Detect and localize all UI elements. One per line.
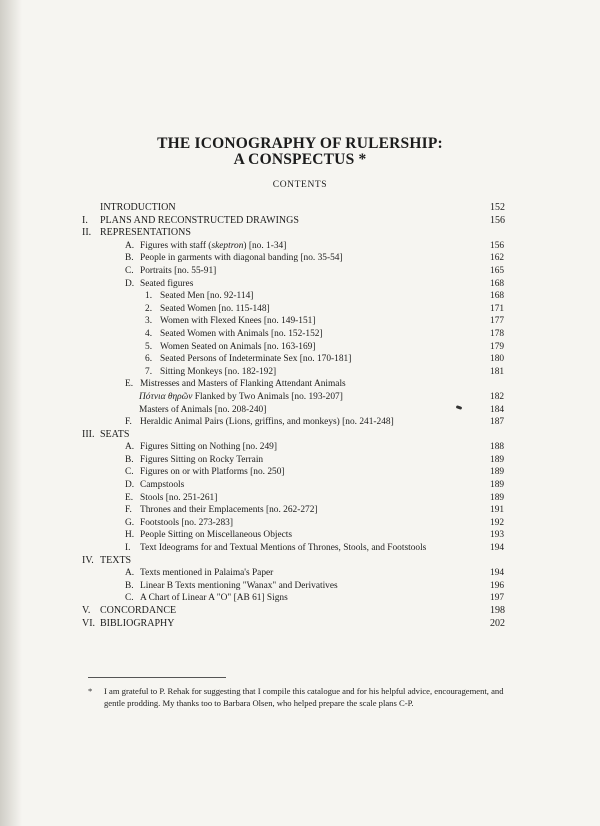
toc-row (82, 227, 514, 240)
toc-entry-title: Figures Sitting on Nothing [no. 249] (140, 442, 277, 453)
toc-page-number: 198 (490, 605, 505, 616)
toc-row (82, 315, 514, 328)
toc-row (82, 404, 514, 417)
toc-item-marker: E. (125, 492, 134, 503)
toc-row (82, 416, 514, 429)
toc-entry-title: Figures Sitting on Rocky Terrain (140, 454, 264, 465)
toc-item-marker: 6. (145, 354, 153, 365)
toc-row (82, 580, 514, 593)
toc-entry-title: Women Seated on Animals [no. 163-169] (160, 341, 316, 352)
toc-row (82, 353, 514, 366)
toc-page-number: 156 (490, 214, 505, 226)
toc-item-marker: C. (125, 467, 134, 478)
toc-roman-numeral: V. (82, 605, 91, 616)
toc-page-number: 189 (490, 492, 505, 503)
toc-entry-title: Campstools (140, 480, 185, 491)
toc-row (82, 542, 514, 555)
toc-item-marker: A. (125, 442, 135, 453)
toc-row (82, 517, 514, 530)
toc-item-marker: B. (125, 253, 134, 264)
toc-page-number: 181 (490, 366, 505, 377)
toc-row (82, 466, 514, 479)
toc-row (82, 391, 514, 404)
toc-item-marker: 3. (145, 316, 153, 327)
toc-entry-title: Text Ideograms for and Textual Mentions of Thrones, Stools, and Footstools (140, 543, 427, 554)
toc-page-number: 194 (490, 568, 505, 579)
toc-item-marker: H. (125, 530, 135, 541)
toc-row (82, 429, 514, 442)
toc-item-marker: D. (125, 480, 135, 491)
toc-row (82, 504, 514, 517)
toc-row (82, 479, 514, 492)
toc-page-number: 168 (490, 291, 505, 302)
toc-row (82, 529, 514, 542)
toc-item-marker: G. (125, 517, 135, 528)
toc-entry-title: BIBLIOGRAPHY (100, 617, 175, 629)
toc-row (82, 618, 514, 631)
toc-row (82, 492, 514, 505)
toc-page-number: 196 (490, 580, 505, 591)
toc-item-marker: 1. (145, 291, 153, 302)
toc-entry-title: Seated figures (140, 278, 194, 289)
toc-entry-title: Stools [no. 251-261] (140, 492, 218, 503)
toc-entry-title: REPRESENTATIONS (100, 227, 191, 239)
toc-page-number: 182 (490, 391, 505, 402)
toc-row (82, 240, 514, 253)
toc-page-number: 194 (490, 543, 505, 554)
toc-row (82, 252, 514, 265)
toc-row (82, 341, 514, 354)
toc-row (82, 454, 514, 467)
toc-roman-numeral: III. (82, 428, 95, 440)
toc-item-marker: E. (125, 379, 134, 390)
toc-page-number: 171 (490, 303, 505, 314)
toc-page-number: 168 (490, 278, 505, 289)
toc-roman-numeral: I. (82, 214, 88, 226)
toc-page-number: 184 (490, 404, 505, 415)
toc-entry-title: PLANS AND RECONSTRUCTED DRAWINGS (100, 214, 299, 226)
page-title-line2: A CONSPECTUS * (233, 151, 367, 168)
toc-row (82, 378, 514, 391)
toc-item-marker: 4. (145, 328, 153, 339)
toc-row (82, 303, 514, 316)
toc-entry-title: Masters of Animals [no. 208-240] (139, 404, 267, 415)
toc-item-marker: I. (125, 543, 131, 554)
toc-row (82, 555, 514, 568)
toc-page-number: 189 (490, 454, 505, 465)
toc-page-number: 202 (490, 617, 505, 629)
toc-page-number: 197 (490, 593, 505, 604)
toc-item-marker: 5. (145, 341, 153, 352)
toc-row (82, 202, 514, 215)
toc-row (82, 567, 514, 580)
toc-page-number: 178 (490, 328, 505, 339)
toc-page-number: 191 (490, 505, 505, 516)
toc-entry-title: Seated Persons of Indeterminate Sex [no. 170-181] (160, 354, 352, 365)
toc-entry-title: INTRODUCTION (100, 202, 176, 213)
toc-page-number: 189 (490, 480, 505, 491)
toc-row (82, 605, 514, 618)
footnote-rule (88, 677, 226, 678)
toc-row (82, 215, 514, 228)
toc-entry-title: Heraldic Animal Pairs (Lions, griffins, and monkeys) [no. 241-248] (140, 417, 394, 428)
toc-page-number: 192 (490, 517, 505, 528)
toc-entry-title: Figures with staff (skeptron) [no. 1-34] (140, 240, 287, 251)
footnote-text: I am grateful to P. Rehak for suggesting that I compile this catalogue and for his helpful advice, encouragement, and gentle prodding. My thanks too to Barbara Olsen, who helped prepare the scale plans C-P. (104, 686, 504, 708)
toc-entry-title: Seated Men [no. 92-114] (160, 291, 254, 302)
toc-roman-numeral: VI. (82, 617, 96, 629)
toc-page-number: 189 (490, 467, 505, 478)
toc-item-marker: B. (125, 580, 134, 591)
toc-page-number: 165 (490, 265, 505, 276)
toc-entry-title: Women with Flexed Knees [no. 149-151] (160, 316, 316, 327)
footnote-mark: * (88, 686, 93, 696)
toc-entry-title: Portraits [no. 55-91] (140, 265, 217, 276)
toc-entry-title: Thrones and their Emplacements [no. 262-272] (140, 505, 318, 516)
toc-entry-title: Seated Women [no. 115-148] (160, 303, 270, 314)
toc-row (82, 290, 514, 303)
toc-item-marker: 2. (145, 303, 153, 314)
toc-item-marker: C. (125, 593, 134, 604)
toc-item-marker: 7. (145, 366, 153, 377)
toc-page-number: 188 (490, 442, 505, 453)
table-of-contents (82, 202, 514, 630)
toc-page-number: 180 (490, 354, 505, 365)
toc-entry-title: Mistresses and Masters of Flanking Attendant Animals (140, 379, 346, 390)
toc-row (82, 278, 514, 291)
toc-entry-title: Sitting Monkeys [no. 182-192] (160, 366, 277, 377)
toc-row (82, 328, 514, 341)
toc-entry-title: TEXTS (100, 554, 132, 566)
toc-row (82, 265, 514, 278)
toc-item-marker: D. (125, 278, 135, 289)
toc-entry-title: Footstools [no. 273-283] (140, 517, 233, 528)
toc-entry-title: Linear B Texts mentioning "Wanax" and Derivatives (140, 580, 338, 591)
contents-heading: CONTENTS (272, 180, 328, 190)
toc-item-marker: A. (125, 568, 135, 579)
toc-roman-numeral: II. (82, 227, 92, 239)
toc-entry-title: A Chart of Linear A "O" [AB 61] Signs (140, 593, 288, 604)
toc-entry-title: Figures on or with Platforms [no. 250] (140, 467, 285, 478)
toc-item-marker: B. (125, 454, 134, 465)
toc-item-marker: A. (125, 240, 135, 251)
toc-page-number: 177 (490, 316, 505, 327)
scan-edge-shadow (0, 0, 22, 826)
toc-row (82, 366, 514, 379)
toc-entry-title: People in garments with diagonal banding [no. 35-54] (140, 253, 343, 264)
toc-entry-title: Seated Women with Animals [no. 152-152] (160, 328, 323, 339)
toc-entry-title: CONCORDANCE (100, 605, 177, 616)
toc-page-number: 152 (490, 202, 505, 213)
toc-page-number: 193 (490, 530, 505, 541)
toc-page-number: 156 (490, 240, 505, 251)
toc-item-marker: F. (125, 417, 132, 428)
toc-roman-numeral: IV. (82, 554, 94, 566)
toc-row (82, 441, 514, 454)
toc-entry-title: People Sitting on Miscellaneous Objects (140, 530, 293, 541)
toc-item-marker: F. (125, 505, 132, 516)
toc-row (82, 592, 514, 605)
toc-entry-title: Texts mentioned in Palaima's Paper (140, 568, 274, 579)
page-title-line1: THE ICONOGRAPHY OF RULERSHIP: (157, 135, 443, 152)
toc-page-number: 162 (490, 253, 505, 264)
toc-item-marker: C. (125, 265, 134, 276)
toc-entry-title: Πότνια θηρῶν Flanked by Two Animals [no. 193-207] (139, 391, 343, 402)
toc-page-number: 179 (490, 341, 505, 352)
toc-entry-title: SEATS (100, 428, 130, 440)
toc-page-number: 187 (490, 417, 505, 428)
